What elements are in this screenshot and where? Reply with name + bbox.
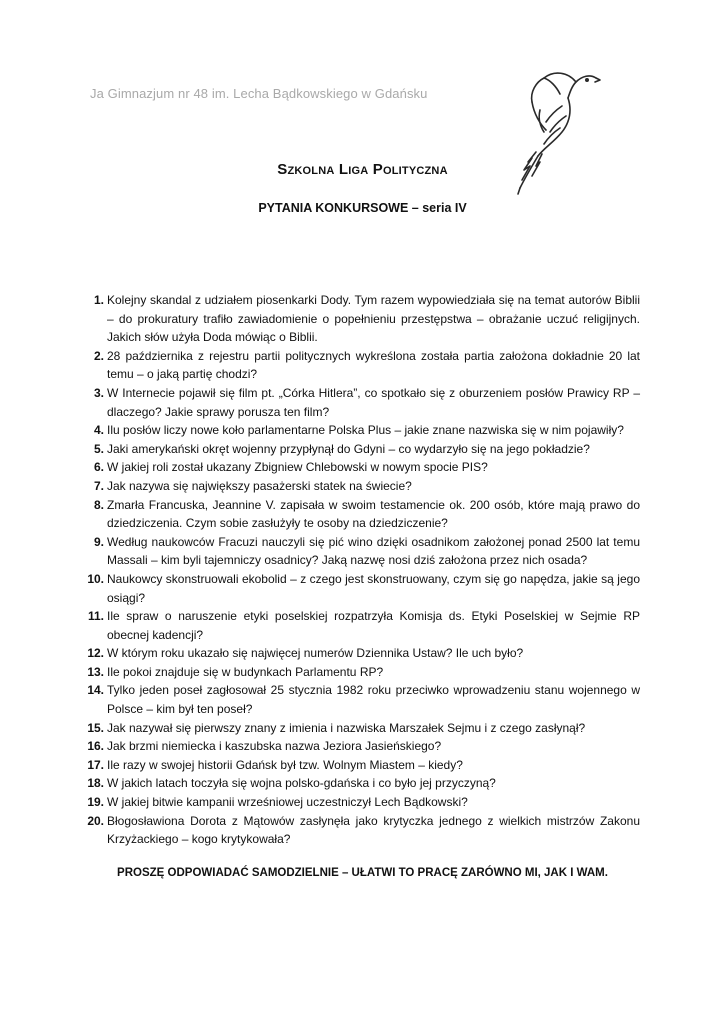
question-number: 3.	[93, 385, 104, 400]
question-text: Naukowcy skonstruowali ekobolid – z czego jest skonstruowany, czym się go napędza, jakie są jego osiągi?	[107, 571, 640, 605]
question-text: Ile spraw o naruszenie etyki poselskiej rozpatrzyła Komisja ds. Etyki Poselskiej w Sejmie RP obecnej kadencji?	[107, 609, 640, 642]
question-number: 13.	[87, 664, 104, 679]
question-item	[80, 458, 640, 477]
question-item	[80, 291, 640, 347]
question-number: 2.	[93, 348, 104, 363]
question-item	[80, 496, 640, 533]
question-item	[80, 812, 640, 849]
question-number: 5.	[93, 441, 104, 456]
question-text: W jakiej roli został ukazany Zbigniew Chlebowski w nowym spocie PIS?	[107, 460, 488, 475]
question-item	[80, 570, 640, 607]
question-text: W Internecie pojawił się film pt. „Córka Hitlera”, co spotkało się z oburzeniem posłów Prawicy RP – dlaczego? Jakie sprawy porusza ten film?	[107, 385, 640, 419]
question-text: Błogosławiona Dorota z Mątowów zasłynęła jako krytyczka jednego z wielkich mistrzów Zakonu Krzyżackiego – kogo krytykowała?	[107, 813, 640, 847]
questions-list	[80, 291, 640, 849]
question-text: Ile razy w swojej historii Gdańsk był tzw. Wolnym Miastem – kiedy?	[107, 757, 463, 772]
question-text: Według naukowców Fracuzi nauczyli się pić wino dzięki osadnikom założonej ponad 2500 lat temu Massali – kim byli tajemniczy osadnicy? Jaką nazwę nosi dziś założona przez nich osada?	[107, 534, 640, 568]
question-number: 9.	[93, 534, 104, 549]
question-text: Jak nazywał się pierwszy znany z imienia i nazwiska Marszałek Sejmu i z czego zasłynął?	[107, 720, 586, 735]
question-number: 16.	[87, 739, 104, 754]
question-item	[80, 533, 640, 570]
question-number: 18.	[87, 776, 104, 791]
question-item	[80, 644, 640, 663]
school-name: Ja Gimnazjum nr 48 im. Lecha Bądkowskiego w Gdańsku	[90, 86, 428, 101]
question-item	[80, 607, 640, 644]
question-item	[80, 663, 640, 682]
question-item	[80, 384, 640, 421]
question-text: W którym roku ukazało się najwięcej numerów Dziennika Ustaw? Ile uch było?	[107, 646, 524, 661]
question-number: 20.	[87, 813, 104, 828]
question-number: 6.	[93, 460, 104, 475]
question-number: 12.	[87, 646, 104, 661]
question-item	[80, 440, 640, 459]
series-title: PYTANIA KONKURSOWE – seria IV	[258, 201, 467, 215]
question-item	[80, 347, 640, 384]
question-number: 1.	[93, 293, 104, 307]
question-text: Ilu posłów liczy nowe koło parlamentarne Polska Plus – jakie znane nazwiska się w nim pojawiły?	[107, 423, 624, 438]
question-number: 19.	[87, 795, 104, 810]
question-item	[80, 681, 640, 718]
question-item	[80, 737, 640, 756]
question-text: W jakich latach toczyła się wojna polsko-gdańska i co było jej przyczyną?	[107, 776, 496, 791]
question-number: 7.	[93, 478, 104, 493]
question-item	[80, 421, 640, 440]
question-number: 17.	[87, 757, 104, 772]
question-text: Kolejny skandal z udziałem piosenkarki Dody. Tym razem wypowiedziała się na temat autorów Biblii – do prokuratury trafiło zawiadomienie o popełnieniu przestępstwa – obrażanie uczuć religijnych. Jakich słów użyła Doda mówiąc o Biblii.	[107, 293, 640, 345]
question-number: 11.	[87, 609, 104, 624]
question-text: W jakiej bitwie kampanii wrześniowej uczestniczył Lech Bądkowski?	[107, 795, 468, 810]
question-text: Jaki amerykański okręt wojenny przypłynął do Gdyni – co wydarzyło się na jego pokładzie?	[107, 441, 590, 456]
question-text: Tylko jeden poseł zagłosował 25 stycznia 1982 roku przeciwko wprowadzeniu stanu wojennego w Polsce – kim był ten poseł?	[107, 683, 640, 717]
question-text: Jak brzmi niemiecka i kaszubska nazwa Jeziora Jasieńskiego?	[107, 739, 442, 754]
footer-note: PROSZĘ ODPOWIADAĆ SAMODZIELNIE – UŁATWI TO PRACĘ ZARÓWNO MI, JAK I WAM.	[117, 867, 608, 879]
question-text: Ile pokoi znajduje się w budynkach Parlamentu RP?	[107, 664, 384, 679]
question-text: Zmarła Francuska, Jeannine V. zapisała w swoim testamencie ok. 200 osób, które mają prawo do dziedziczenia. Czym sobie zasłużyły te osoby na dziedziczenie?	[107, 497, 640, 531]
question-text: Jak nazywa się największy pasażerski statek na świecie?	[107, 478, 412, 493]
question-item	[80, 793, 640, 812]
question-item	[80, 774, 640, 793]
question-number: 15.	[87, 720, 104, 735]
question-item	[80, 719, 640, 738]
league-title-text: Szkolna Liga Polityczna	[277, 161, 448, 178]
question-number: 10.	[87, 571, 104, 586]
question-number: 14.	[87, 683, 104, 698]
question-text: 28 października z rejestru partii politycznych wykreślona została partia założona dokładnie 20 lat temu – o jaką partię chodzi?	[107, 348, 640, 382]
question-number: 4.	[93, 423, 104, 438]
question-item	[80, 477, 640, 496]
question-number: 8.	[93, 497, 104, 512]
league-title	[0, 161, 725, 178]
question-item	[80, 756, 640, 775]
